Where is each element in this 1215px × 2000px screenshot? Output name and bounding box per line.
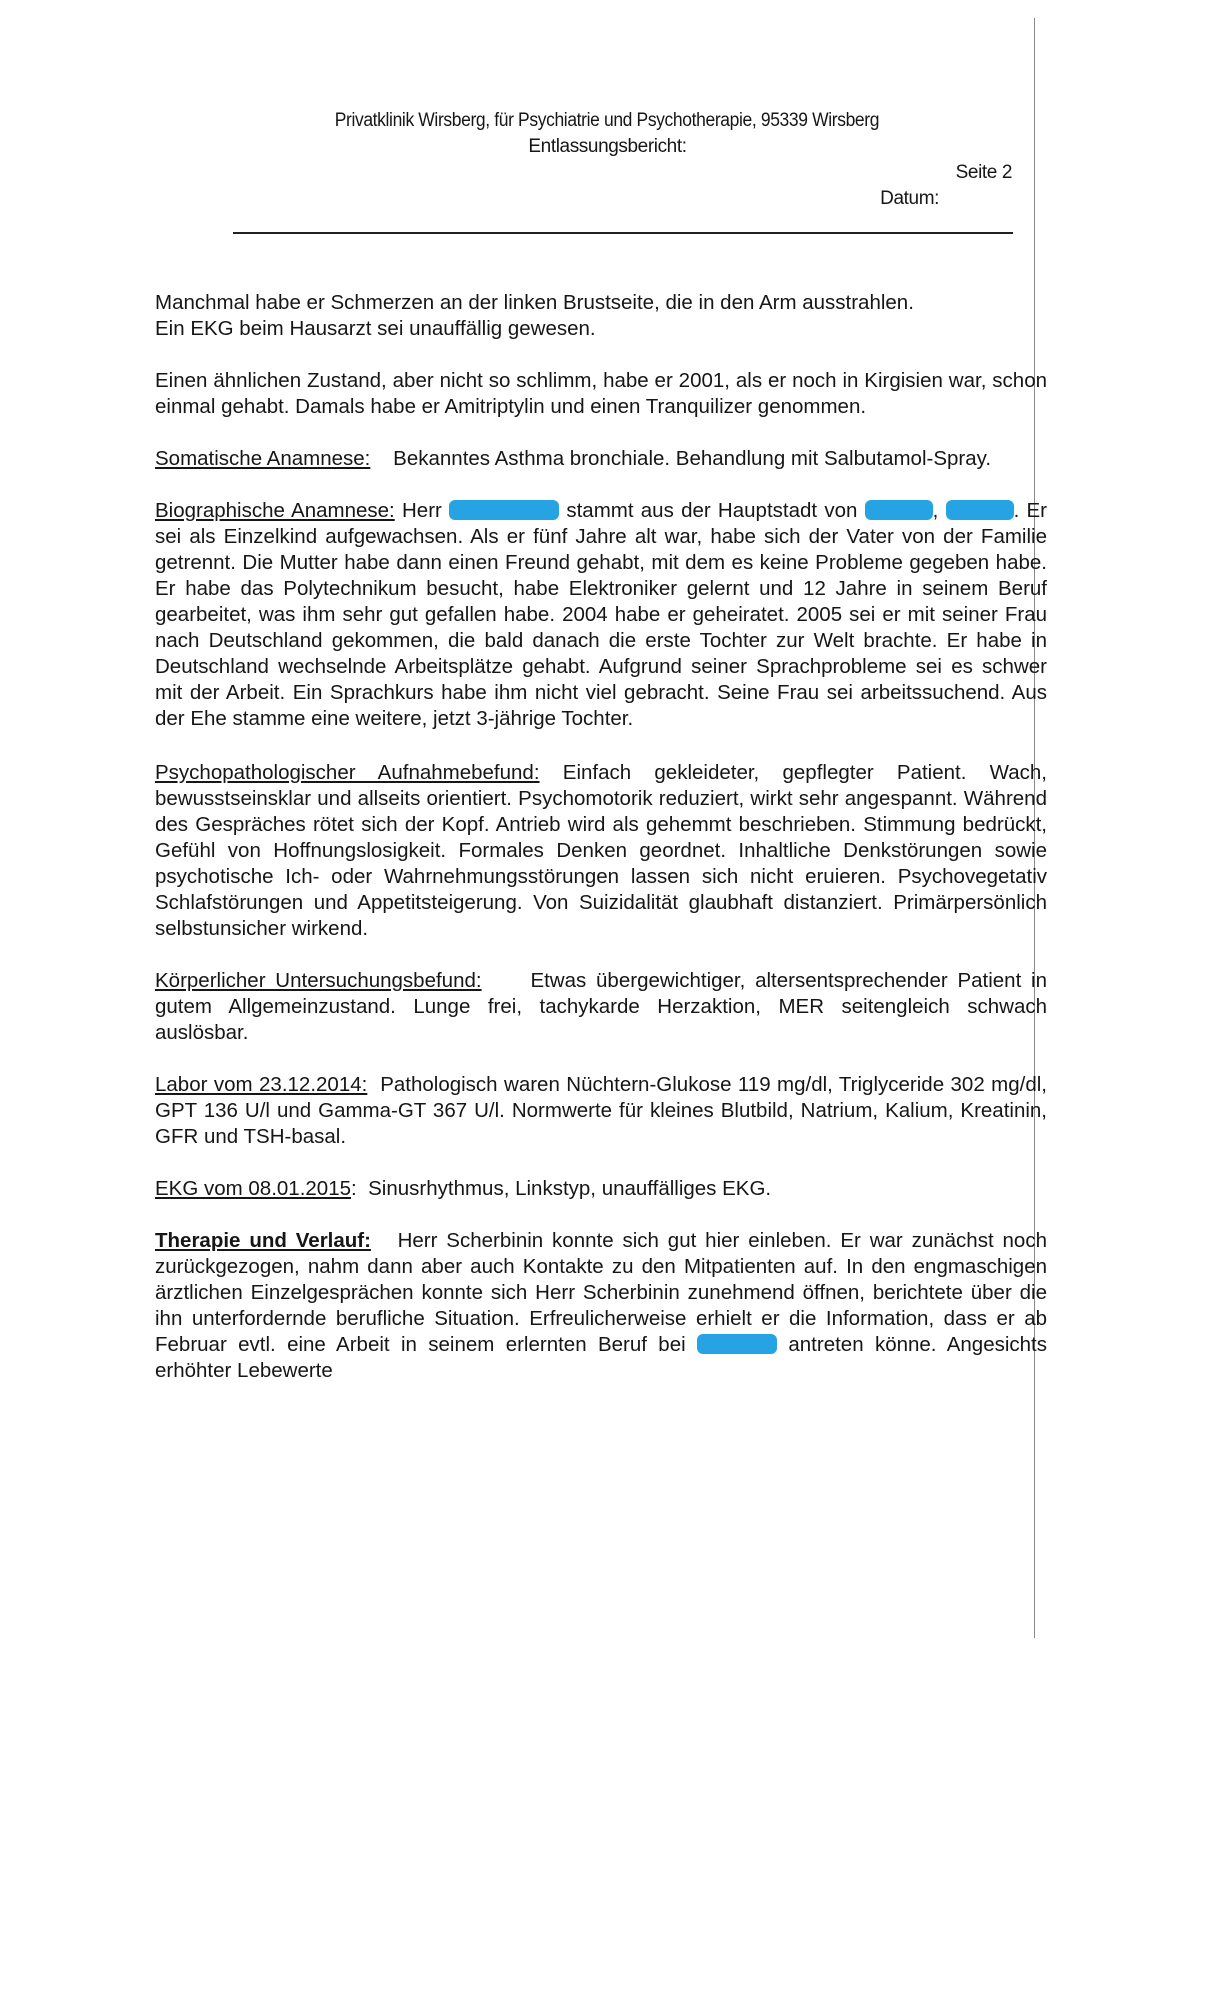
report-body [155, 290, 1047, 1410]
redacted-city [865, 500, 933, 520]
clinic-header: Privatklinik Wirsberg, für Psychiatrie und Psychotherapie, 95339 Wirsberg [334, 110, 880, 131]
section-lab [155, 1072, 1047, 1150]
psychopathology-label: Psychopathologischer Aufnahmebefund: [155, 761, 540, 784]
page-number: Seite 2 [955, 162, 1012, 183]
therapy-text-2: antreten könne. Angesichts erhöhter Lebewerte [155, 1333, 1047, 1382]
biographic-label: Biographische Anamnese: [155, 499, 395, 522]
document-type: Entlassungsbericht: [528, 136, 687, 157]
header-divider [233, 232, 1013, 234]
redacted-patient-name [449, 500, 559, 520]
bleed-through-text [150, 88, 154, 105]
history-text: Einen ähnlichen Zustand, aber nicht so schlimm, habe er 2001, als er noch in Kirgisien war, schon einmal gehabt. Damals habe er Amitriptylin und einen Tranquilizer genommen. [155, 369, 1047, 418]
physical-exam-text: Etwas übergewichtiger, altersentsprechender Patient in gutem Allgemeinzustand. Lunge frei, tachykarde Herzaktion, MER seitengleich schwach auslösbar. [155, 969, 1047, 1044]
biographic-text-2: stammt aus der Hauptstadt von [566, 499, 858, 522]
redacted-country [946, 500, 1014, 520]
redacted-employer [697, 1334, 777, 1354]
section-somatic-anamnesis [155, 446, 1047, 472]
biographic-comma: , [932, 499, 939, 522]
paragraph-history [155, 368, 1047, 420]
section-ekg [155, 1176, 1047, 1202]
ekg-text: Sinusrhythmus, Linkstyp, unauffälliges EKG. [368, 1177, 772, 1200]
section-therapy [155, 1228, 1047, 1384]
lab-text: Pathologisch waren Nüchtern-Glukose 119 mg/dl, Triglyceride 302 mg/dl, GPT 136 U/l und Gamma-GT 367 U/l. Normwerte für kleines Blutbild, Natrium, Kalium, Kreatinin, GFR und TSH-basal. [155, 1073, 1047, 1148]
psychopathology-text: Einfach gekleideter, gepflegter Patient. Wach, bewusstseinsklar und allseits orientiert. Psychomotorik reduziert, wirkt sehr angespannt. Während des Gespräches rötet sich der Kopf. Antrieb wird als gehemmt beschrieben. Stimmung bedrückt, Gefühl von Hoffnungslosigkeit. Formales Denken geordnet. Inhaltliche Denkstörungen sowie psychotische Ich- oder Wahrnehmungsstörungen lassen sich nicht eruieren. Psychovegetativ Schlafstörungen und Appetitsteigerung. Von Suizidalität glaubhaft distanziert. Primärpersönlich selbstunsicher wirkend. [155, 761, 1048, 940]
biographic-text-1: Herr [401, 499, 442, 522]
physical-exam-label: Körperlicher Untersuchungsbefund: [155, 969, 482, 992]
therapy-label: Therapie und Verlauf: [155, 1229, 371, 1252]
lab-label: Labor vom 23.12.2014: [155, 1073, 368, 1096]
symptoms-line-1: Manchmal habe er Schmerzen an der linken Brustseite, die in den Arm ausstrahlen. [155, 291, 914, 314]
somatic-text: Bekanntes Asthma bronchiale. Behandlung mit Salbutamol-Spray. [393, 447, 992, 470]
section-physical-exam [155, 968, 1047, 1046]
date-label: Datum: [880, 188, 939, 209]
symptoms-line-2: Ein EKG beim Hausarzt sei unauffällig gewesen. [155, 317, 596, 340]
section-biographic-anamnesis [155, 498, 1047, 732]
section-psychopathology [155, 760, 1047, 942]
somatic-label: Somatische Anamnese: [155, 447, 371, 470]
ekg-label: EKG vom 08.01.2015 [155, 1177, 352, 1200]
ekg-colon: : [351, 1177, 357, 1200]
biographic-text-rest: . Er sei als Einzelkind aufgewachsen. Als er fünf Jahre alt war, habe sich der Vater von der Familie getrennt. Die Mutter habe dann einen Freund gehabt, mit dem es keine Probleme gegeben habe. Er habe das Polytechnikum besucht, habe Elektroniker gelernt und 12 Jahre in seinem Beruf gearbeitet, was ihm sehr gut gefallen habe. 2004 habe er geheiratet. 2005 sei er mit seiner Frau nach Deutschland gekommen, die bald danach die erste Tochter zur Welt brachte. Er habe in Deutschland wechselnde Arbeitsplätze gehabt. Aufgrund seiner Sprachprobleme sei es schwer mit der Arbeit. Ein Sprachkurs habe ihm nicht viel gebracht. Seine Frau sei arbeitssuchend. Aus der Ehe stamme eine weitere, jetzt 3-jährige Tochter. [155, 499, 1048, 730]
therapy-text-1: Herr Scherbinin konnte sich gut hier einleben. Er war zunächst noch zurückgezogen, nahm dann aber auch Kontakte zu den Mitpatienten auf. In den engmaschigen ärztlichen Einzelgesprächen konnte sich Herr Scherbinin zunehmend öffnen, berichtete über die ihn unterfordernde berufliche Situation. Erfreulicherweise erhielt er die Information, dass er ab Februar evtl. eine Arbeit in seinem erlernten Beruf bei [155, 1229, 1047, 1356]
paragraph-symptoms [155, 290, 1047, 342]
